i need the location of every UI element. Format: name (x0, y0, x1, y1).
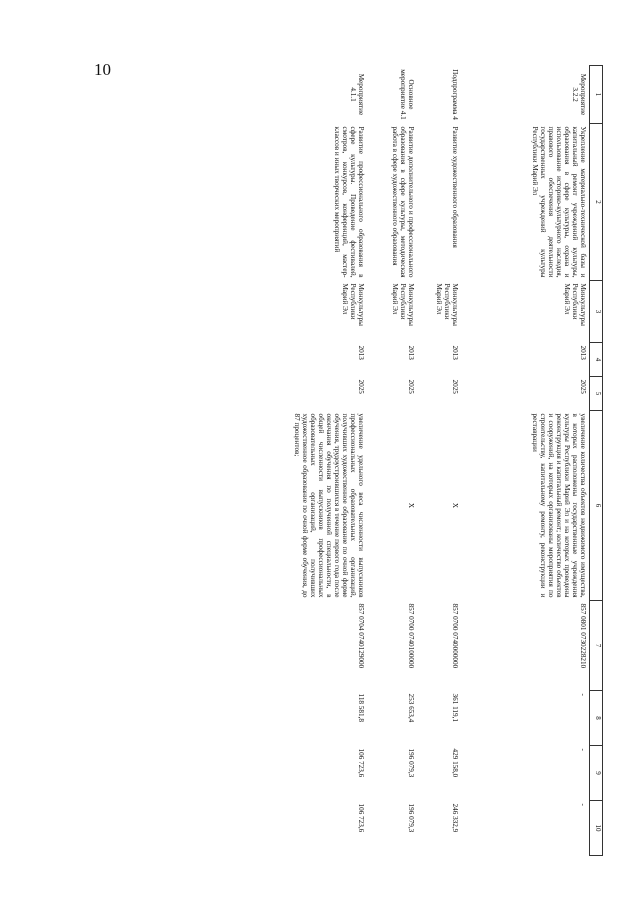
row-executor: Минкультуры Республики Марий Эл (562, 283, 587, 326)
row-value-9: 196 079,3 (407, 748, 416, 778)
row-executor: Минкультуры Республики Марий Эл (435, 283, 460, 326)
row-title: Развитие профессионального образования в сфере культуры. Проведение фестивалей, смотров, конкурсов, конференций, мастер-классов и иных творческих мероприятий (333, 126, 366, 278)
row-end-year: 2025 (407, 379, 416, 394)
row-value-8: 361 119,1 (451, 693, 460, 722)
row-title: Развитие дополнительного и профессионального образования в сфере культуры, методическая работа в сфере художественного образования (391, 126, 416, 278)
row-value-8: - (579, 693, 587, 696)
program-table (218, 65, 604, 856)
row-start-year: 2013 (357, 345, 366, 360)
table-row (368, 66, 418, 856)
row-end-year: 2025 (451, 379, 460, 394)
header-cell: 8 (590, 691, 603, 746)
row-start-year: 2013 (451, 345, 460, 360)
header-cell: 1 (590, 66, 603, 124)
row-code: Мероприятие 4.1.1 (349, 73, 366, 116)
row-value-8: 253 653,4 (407, 693, 416, 723)
table-row (218, 66, 368, 856)
header-cell: 6 (590, 411, 603, 601)
row-value-8: 118 581,8 (357, 693, 366, 722)
row-value-9: - (579, 748, 587, 751)
row-result: X (451, 502, 460, 509)
row-budget-code: 857 0700 0740100000 (407, 603, 416, 669)
row-value-9: 429 158,0 (451, 748, 460, 778)
row-code: Подпрограмма 4 (451, 69, 460, 120)
header-cell: 2 (590, 124, 603, 281)
header-cell: 5 (590, 377, 603, 411)
rotated-table-sheet (107, 65, 603, 855)
row-end-year: 2025 (357, 379, 366, 394)
row-value-10: 246 332,9 (451, 803, 460, 833)
row-value-10: - (579, 803, 587, 806)
row-executor: Минкультуры Республики Марий Эл (391, 283, 416, 326)
header-row (590, 66, 603, 856)
header-cell: 9 (590, 746, 603, 801)
row-code: Основное мероприятие 4.1 (399, 69, 416, 120)
header-cell: 7 (590, 601, 603, 691)
row-value-10: 106 723,6 (357, 803, 366, 833)
row-start-year: 2013 (407, 345, 416, 360)
header-cell: 10 (590, 801, 603, 856)
row-executor: Минкультуры Республики Марий Эл (341, 283, 366, 326)
table-row (418, 66, 462, 856)
row-title: Укрепление материально-технической базы и капитальный ремонт учреждений культуры, образования в сфере культуры, охрана и использование историко-культурного наследия, правового обеспечения деятельности государственных учреждений культуры Республики Марий Эл (530, 126, 587, 278)
row-budget-code: 857 0700 0740000000 (451, 603, 460, 669)
row-result: увеличение количества объектов недвижимого имущества, в которых расположены государственные учреждения культуры Республики Марий Эл и на которых проведены реконструкция и капитальный ремонт; количество объектов и сооружений, на которых организованы мероприятия по строительству, капитальному ремонту, реконструкции и реставрации (530, 413, 587, 598)
row-result: X (407, 502, 416, 509)
row-title: Развитие художественного образования (451, 126, 460, 248)
table-row (462, 66, 590, 856)
row-value-10: 196 079,3 (407, 803, 416, 833)
row-result: увеличение удельного веса численности выпускников профессиональных образовательных организаций, получивших художественное образование по очной форме обучения, трудоустроившихся в течение первого года после окончания обучения по полученной специальности, в общей численности выпускников профессиональных образовательных организаций, получивших художественное образование по очной форме обучения, до 87 процентов; (293, 413, 366, 598)
row-end-year: 2025 (579, 379, 587, 394)
page-number: 10 (94, 60, 111, 79)
row-budget-code: 857 0801 0730228210 (579, 603, 587, 669)
row-value-9: 106 723,6 (357, 748, 366, 778)
header-cell: 4 (590, 343, 603, 377)
row-budget-code: 857 0704 0740129000 (357, 603, 366, 669)
row-start-year: 2013 (579, 345, 587, 360)
header-cell: 3 (590, 281, 603, 343)
row-code: Мероприятие 3.2.2 (570, 73, 587, 116)
